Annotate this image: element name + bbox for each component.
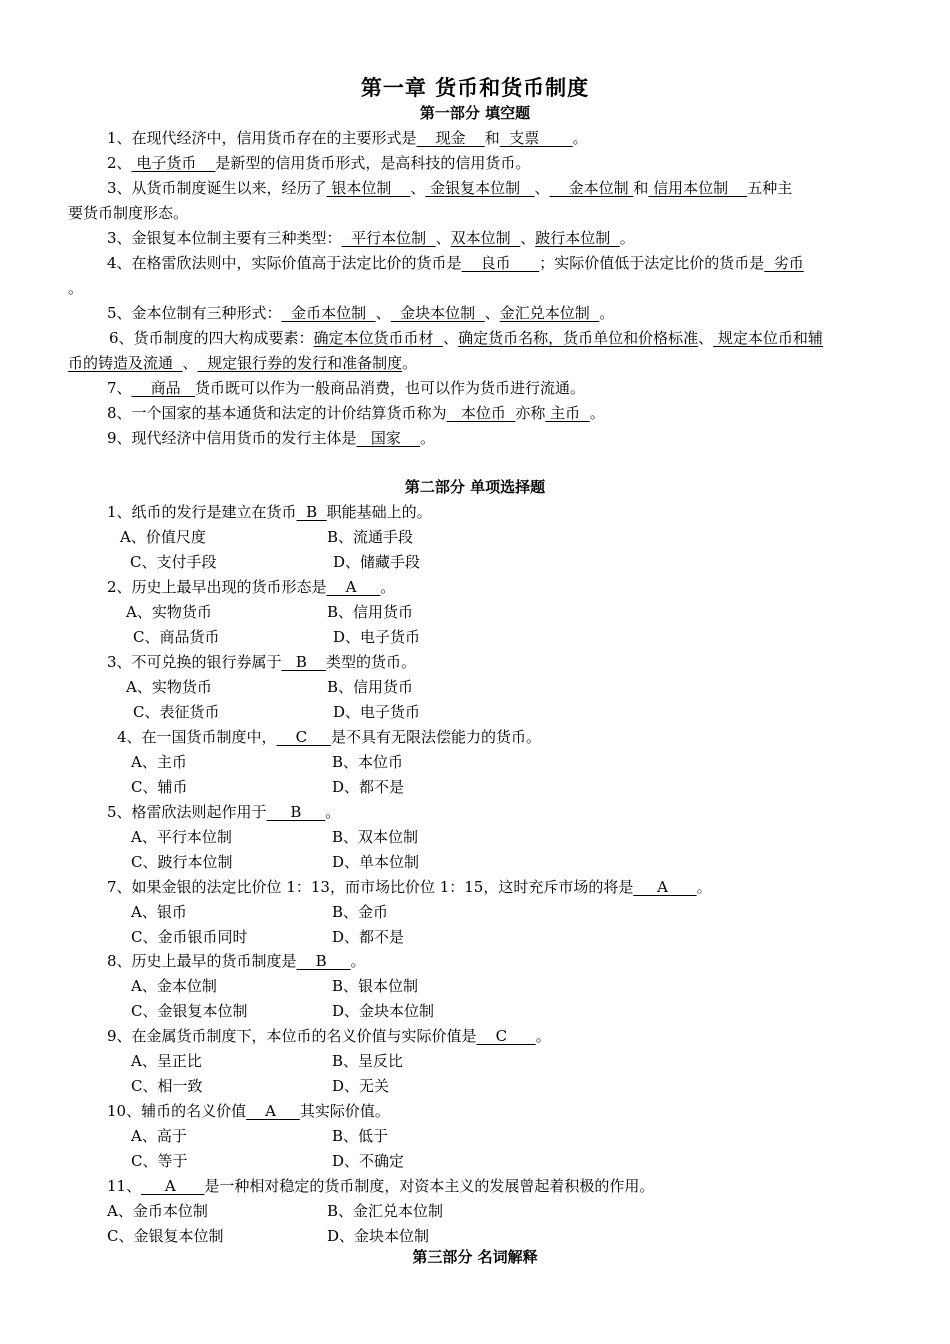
answer-blank: B bbox=[296, 952, 351, 970]
choice-option: D、都不是 bbox=[332, 928, 405, 946]
choice-option: C、金银复本位制 bbox=[107, 1227, 224, 1245]
question-text: 。 bbox=[325, 803, 341, 821]
question-text: 类型的货币。 bbox=[325, 653, 416, 671]
choice-option: C、等于 bbox=[131, 1152, 188, 1170]
part2-heading: 第二部分 单项选择题 bbox=[404, 478, 546, 496]
fill-question-3-cont: 要货币制度形态。 bbox=[68, 204, 189, 222]
choice-option: D、电子货币 bbox=[333, 703, 421, 721]
chapter-title: 第一章 货币和货币制度 bbox=[360, 76, 590, 100]
question-text: 。 bbox=[350, 952, 366, 970]
answer-blank: A bbox=[326, 578, 381, 596]
fill-question-6-cont: 币的铸造及流通 、 规定银行券的发行和准备制度。 bbox=[68, 354, 418, 372]
choice-option: D、金块本位制 bbox=[332, 1002, 435, 1020]
question-text: 是不具有无限法偿能力的货币。 bbox=[330, 728, 541, 746]
fill-question-9: 9、现代经济中信用货币的发行主体是 国家 。 bbox=[107, 429, 435, 447]
choice-option: C、表征货币 bbox=[133, 703, 220, 721]
question-text: 4、在一国货币制度中， bbox=[117, 728, 277, 746]
choice-option: C、支付手段 bbox=[130, 553, 217, 571]
choice-option: A、呈正比 bbox=[131, 1052, 202, 1070]
choice-option: B、银本位制 bbox=[332, 977, 419, 995]
choice-option: D、都不是 bbox=[332, 778, 405, 796]
choice-option: A、金币本位制 bbox=[107, 1202, 208, 1220]
choice-option: B、金汇兑本位制 bbox=[327, 1202, 444, 1220]
fill-question-2: 2、 电子货币 是新型的信用货币形式，是高科技的信用货币。 bbox=[107, 154, 531, 172]
choice-option: D、单本位制 bbox=[332, 853, 420, 871]
answer-blank: C bbox=[276, 728, 331, 746]
choice-option: A、金本位制 bbox=[131, 977, 217, 995]
choice-question-stem bbox=[107, 502, 432, 522]
fill-question-7: 7、 商品 货币既可以作为一般商品消费，也可以作为货币进行流通。 bbox=[107, 379, 585, 397]
choice-option: C、金银复本位制 bbox=[131, 1002, 248, 1020]
choice-option: B、双本位制 bbox=[332, 828, 419, 846]
choice-option: A、银币 bbox=[131, 903, 187, 921]
question-text: 2、历史上最早出现的货币形态是 bbox=[107, 578, 327, 596]
question-text: 5、格雷欣法则起作用于 bbox=[107, 803, 267, 821]
answer-blank: B bbox=[296, 503, 327, 521]
choice-option: A、实物货币 bbox=[126, 678, 212, 696]
question-text: 11、 bbox=[107, 1177, 142, 1195]
choice-option: A、平行本位制 bbox=[131, 828, 232, 846]
choice-question-stem bbox=[107, 577, 395, 597]
question-text: 8、历史上最早的货币制度是 bbox=[107, 952, 297, 970]
choice-option: B、呈反比 bbox=[332, 1052, 404, 1070]
choice-option: C、相一致 bbox=[131, 1077, 203, 1095]
choice-option: C、辅币 bbox=[131, 778, 188, 796]
choice-option: B、金币 bbox=[332, 903, 389, 921]
question-text: 10、辅币的名义价值 bbox=[107, 1102, 247, 1120]
question-text: 3、不可兑换的银行券属于 bbox=[107, 653, 282, 671]
choice-question-stem bbox=[107, 951, 366, 971]
question-text: 。 bbox=[380, 578, 396, 596]
answer-blank: B bbox=[281, 653, 326, 671]
choice-option: D、储藏手段 bbox=[333, 553, 421, 571]
choice-question-stem bbox=[107, 877, 712, 897]
fill-question-1: 1、在现代经济中，信用货币存在的主要形式是 现金 和 支票 。 bbox=[107, 129, 588, 147]
fill-question-6: 6、货币制度的四大构成要素：确定本位货币币材 、确定货币名称，货币单位和价格标准、 规定本位币和辅 bbox=[109, 329, 823, 347]
part1-heading: 第一部分 填空题 bbox=[419, 104, 531, 122]
choice-option: B、流通手段 bbox=[327, 528, 414, 546]
fill-question-5: 5、金本位制有三种形式： 金币本位制 、 金块本位制 、金汇兑本位制 。 bbox=[107, 304, 615, 322]
answer-blank: C bbox=[476, 1027, 536, 1045]
choice-option: D、不确定 bbox=[332, 1152, 405, 1170]
part3-heading: 第三部分 名词解释 bbox=[412, 1248, 538, 1266]
fill-question-3b: 3、金银复本位制主要有三种类型： 平行本位制 、双本位制 、跛行本位制 。 bbox=[107, 229, 635, 247]
choice-option: A、高于 bbox=[131, 1127, 187, 1145]
choice-option: A、实物货币 bbox=[126, 603, 212, 621]
choice-option: D、金块本位制 bbox=[327, 1227, 430, 1245]
question-text: 。 bbox=[535, 1027, 551, 1045]
choice-option: B、本位币 bbox=[332, 753, 404, 771]
choice-option: D、无关 bbox=[332, 1077, 390, 1095]
choice-option: A、主币 bbox=[131, 753, 187, 771]
question-text: 1、纸币的发行是建立在货币 bbox=[107, 503, 297, 521]
question-text: 职能基础上的。 bbox=[326, 503, 432, 521]
question-text: 是一种相对稳定的货币制度，对资本主义的发展曾起着积极的作用。 bbox=[204, 1177, 655, 1195]
choice-question-stem bbox=[107, 1026, 551, 1046]
fill-question-4: 4、在格雷欣法则中，实际价值高于法定比价的货币是 良币 ；实际价值低于法定比价的货币是 劣币 bbox=[107, 254, 804, 272]
choice-question-stem bbox=[107, 1176, 654, 1196]
choice-option: C、金币银币同时 bbox=[131, 928, 248, 946]
choice-question-stem bbox=[107, 652, 416, 672]
question-text: 9、在金属货币制度下，本位币的名义价值与实际价值是 bbox=[107, 1027, 477, 1045]
choice-option: B、信用货币 bbox=[327, 603, 414, 621]
choice-question-stem bbox=[107, 1101, 390, 1121]
fill-question-3: 3、从货币制度诞生以来，经历了 银本位制 、 金银复本位制 、 金本位制 和 信用本位制 五种主 bbox=[107, 179, 793, 197]
question-text: 其实际价值。 bbox=[299, 1102, 390, 1120]
choice-question-stem bbox=[117, 727, 541, 747]
answer-blank: A bbox=[633, 878, 697, 896]
choice-option: B、低于 bbox=[332, 1127, 389, 1145]
question-text: 。 bbox=[696, 878, 712, 896]
answer-blank: A bbox=[246, 1102, 300, 1120]
fill-question-4-cont: 。 bbox=[68, 279, 84, 297]
choice-option: A、价值尺度 bbox=[120, 528, 206, 546]
choice-option: C、商品货币 bbox=[133, 628, 220, 646]
fill-question-8: 8、一个国家的基本通货和法定的计价结算货币称为 本位币 亦称 主币 。 bbox=[107, 404, 605, 422]
choice-question-stem bbox=[107, 802, 340, 822]
question-text: 7、如果金银的法定比价位 1：13，而市场比价位 1：15，这时充斥市场的将是 bbox=[107, 878, 634, 896]
answer-blank: B bbox=[266, 803, 326, 821]
choice-option: D、电子货币 bbox=[333, 628, 421, 646]
answer-blank: A bbox=[141, 1177, 205, 1195]
choice-option: C、跛行本位制 bbox=[131, 853, 233, 871]
choice-option: B、信用货币 bbox=[327, 678, 414, 696]
